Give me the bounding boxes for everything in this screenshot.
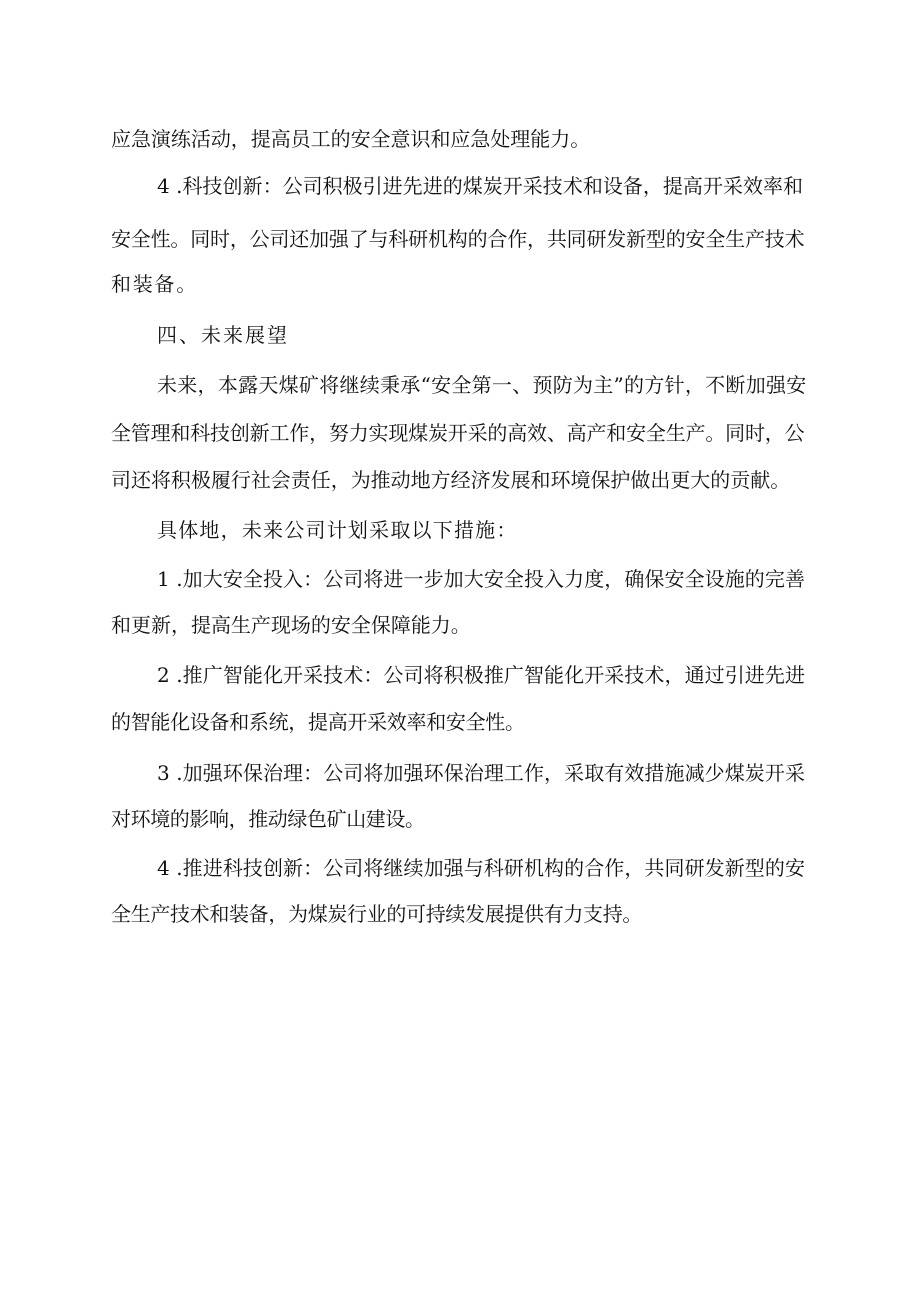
list-item-1-safety-investment: 1 .加大安全投入：公司将进一步加大安全投入力度，确保安全设施的完善 — [157, 567, 806, 591]
section-heading-future-outlook: 四、未来展望 — [157, 323, 289, 347]
text-line: 安全性。同时，公司还加强了与科研机构的合作，共同研发新型的安全生产技术 — [111, 227, 805, 251]
list-item-2-intelligent-mining: 2 .推广智能化开采技术：公司将积极推广智能化开采技术，通过引进先进 — [157, 663, 806, 687]
list-item-4-technology: 4 .科技创新：公司积极引进先进的煤炭开采技术和设备，提高开采效率和 — [157, 174, 804, 198]
text-line: 和装备。 — [111, 272, 198, 296]
text-line: 全生产技术和装备，为煤炭行业的可持续发展提供有力支持。 — [111, 902, 643, 926]
text-line: 对环境的影响，推动绿色矿山建设。 — [111, 807, 425, 831]
list-item-4-innovation: 4 .推进科技创新：公司将继续加强与科研机构的合作，共同研发新型的安 — [157, 856, 806, 880]
text-line: 和更新，提高生产现场的安全保障能力。 — [111, 613, 471, 637]
text-line: 的智能化设备和系统，提高开采效率和安全性。 — [111, 710, 525, 734]
paragraph-line: 具体地，未来公司计划采取以下措施： — [157, 518, 518, 542]
paragraph-line: 全管理和科技创新工作，努力实现煤炭开采的高效、高产和安全生产。同时，公 — [111, 421, 805, 445]
paragraph-line: 司还将积极履行社会责任，为推动地方经济发展和环境保护做出更大的贡献。 — [111, 468, 791, 492]
paragraph-line: 未来，本露天煤矿将继续秉承“安全第一、预防为主”的方针，不断加强安 — [157, 373, 807, 397]
text-line: 应急演练活动，提高员工的安全意识和应急处理能力。 — [111, 127, 591, 151]
list-item-3-environmental: 3 .加强环保治理：公司将加强环保治理工作，采取有效措施减少煤炭开采 — [157, 761, 806, 785]
